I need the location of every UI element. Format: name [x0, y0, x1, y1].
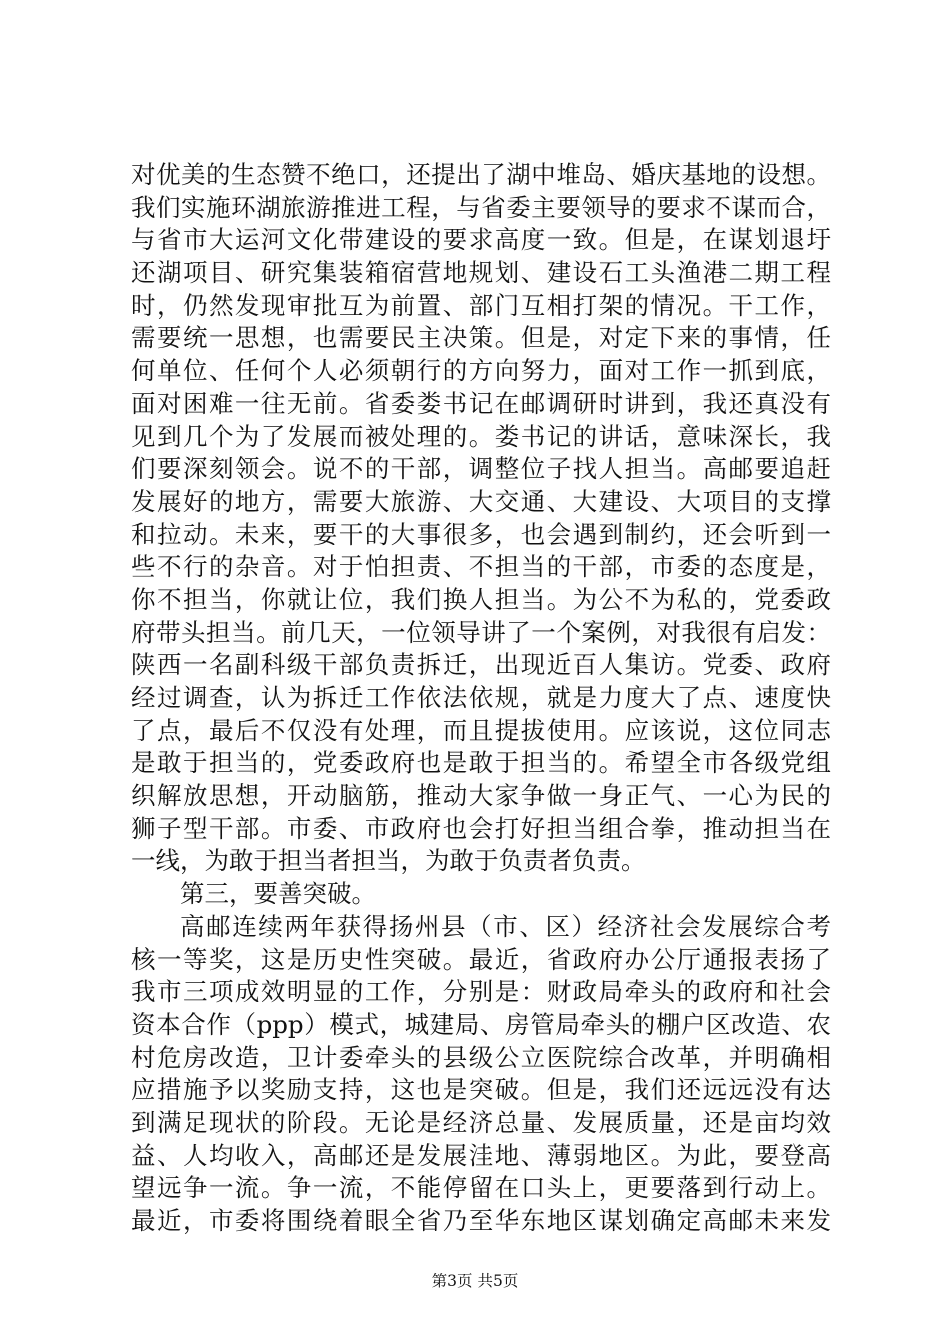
text-line: 望远争一流。争一流，不能停留在口头上，更要落到行动上。 — [131, 1173, 831, 1203]
text-line: 益、人均收入，高邮还是发展洼地、薄弱地区。为此，要登高 — [131, 1140, 831, 1170]
text-line: 府带头担当。前几天，一位领导讲了一个案例，对我很有启发： — [131, 617, 831, 647]
text-line: 资本合作（ppp）模式，城建局、房管局牵头的棚户区改造、农 — [131, 1009, 831, 1039]
text-line: 与省市大运河文化带建设的要求高度一致。但是，在谋划退圩 — [131, 225, 831, 255]
text-line: 织解放思想，开动脑筋，推动大家争做一身正气、一心为民的 — [131, 781, 831, 811]
text-line: 发展好的地方，需要大旅游、大交通、大建设、大项目的支撑 — [131, 486, 831, 516]
text-line: 你不担当，你就让位，我们换人担当。为公不为私的，党委政 — [131, 584, 831, 614]
text-line: 了点，最后不仅没有处理，而且提拔使用。应该说，这位同志 — [131, 715, 831, 745]
text-line: 应措施予以奖励支持，这也是突破。但是，我们还远远没有达 — [131, 1075, 831, 1105]
text-line: 一线，为敢于担当者担当，为敢于负责者负责。 — [131, 846, 646, 876]
text-line: 我们实施环湖旅游推进工程，与省委主要领导的要求不谋而合， — [131, 192, 831, 222]
text-line: 对优美的生态赞不绝口，还提出了湖中堆岛、婚庆基地的设想。 — [131, 160, 831, 189]
paragraph-first-line: 高邮连续两年获得扬州县（市、区）经济社会发展综合考 — [180, 911, 831, 941]
text-line: 们要深刻领会。说不的干部，调整位子找人担当。高邮要追赶 — [131, 454, 831, 484]
page-number-footer: 第3页 共5页 — [431, 1272, 519, 1290]
text-line: 狮子型干部。市委、市政府也会打好担当组合拳，推动担当在 — [131, 813, 831, 843]
text-line: 最近，市委将围绕着眼全省乃至华东地区谋划确定高邮未来发 — [131, 1206, 831, 1235]
document-body — [131, 159, 831, 1238]
text-line: 何单位、任何个人必须朝行的方向努力，面对工作一抓到底， — [131, 356, 831, 386]
text-line: 我市三项成效明显的工作，分别是：财政局牵头的政府和社会 — [131, 977, 831, 1007]
text-line: 时，仍然发现审批互为前置、部门互相打架的情况。干工作， — [131, 290, 831, 320]
text-line: 是敢于担当的，党委政府也是敢于担当的。希望全市各级党组 — [131, 748, 831, 778]
text-line: 还湖项目、研究集装箱宿营地规划、建设石工头渔港二期工程 — [131, 258, 831, 288]
text-line: 需要统一思想，也需要民主决策。但是，对定下来的事情，任 — [131, 323, 831, 353]
text-line: 村危房改造，卫计委牵头的县级公立医院综合改革，并明确相 — [131, 1042, 831, 1072]
text-line: 到满足现状的阶段。无论是经济总量、发展质量，还是亩均效 — [131, 1107, 831, 1137]
section-heading: 第三，要善突破。 — [180, 879, 376, 909]
text-line: 和拉动。未来，要干的大事很多，也会遇到制约，还会听到一 — [131, 519, 831, 549]
text-line: 见到几个为了发展而被处理的。娄书记的讲话，意味深长，我 — [131, 421, 831, 451]
text-line: 些不行的杂音。对于怕担责、不担当的干部，市委的态度是， — [131, 552, 831, 582]
text-line: 经过调查，认为拆迁工作依法依规，就是力度大了点、速度快 — [131, 683, 831, 712]
text-line: 面对困难一往无前。省委娄书记在邮调研时讲到，我还真没有 — [131, 388, 831, 418]
text-line: 核一等奖，这是历史性突破。最近，省政府办公厅通报表扬了 — [131, 944, 831, 974]
text-line: 陕西一名副科级干部负责拆迁，出现近百人集访。党委、政府 — [131, 650, 831, 680]
